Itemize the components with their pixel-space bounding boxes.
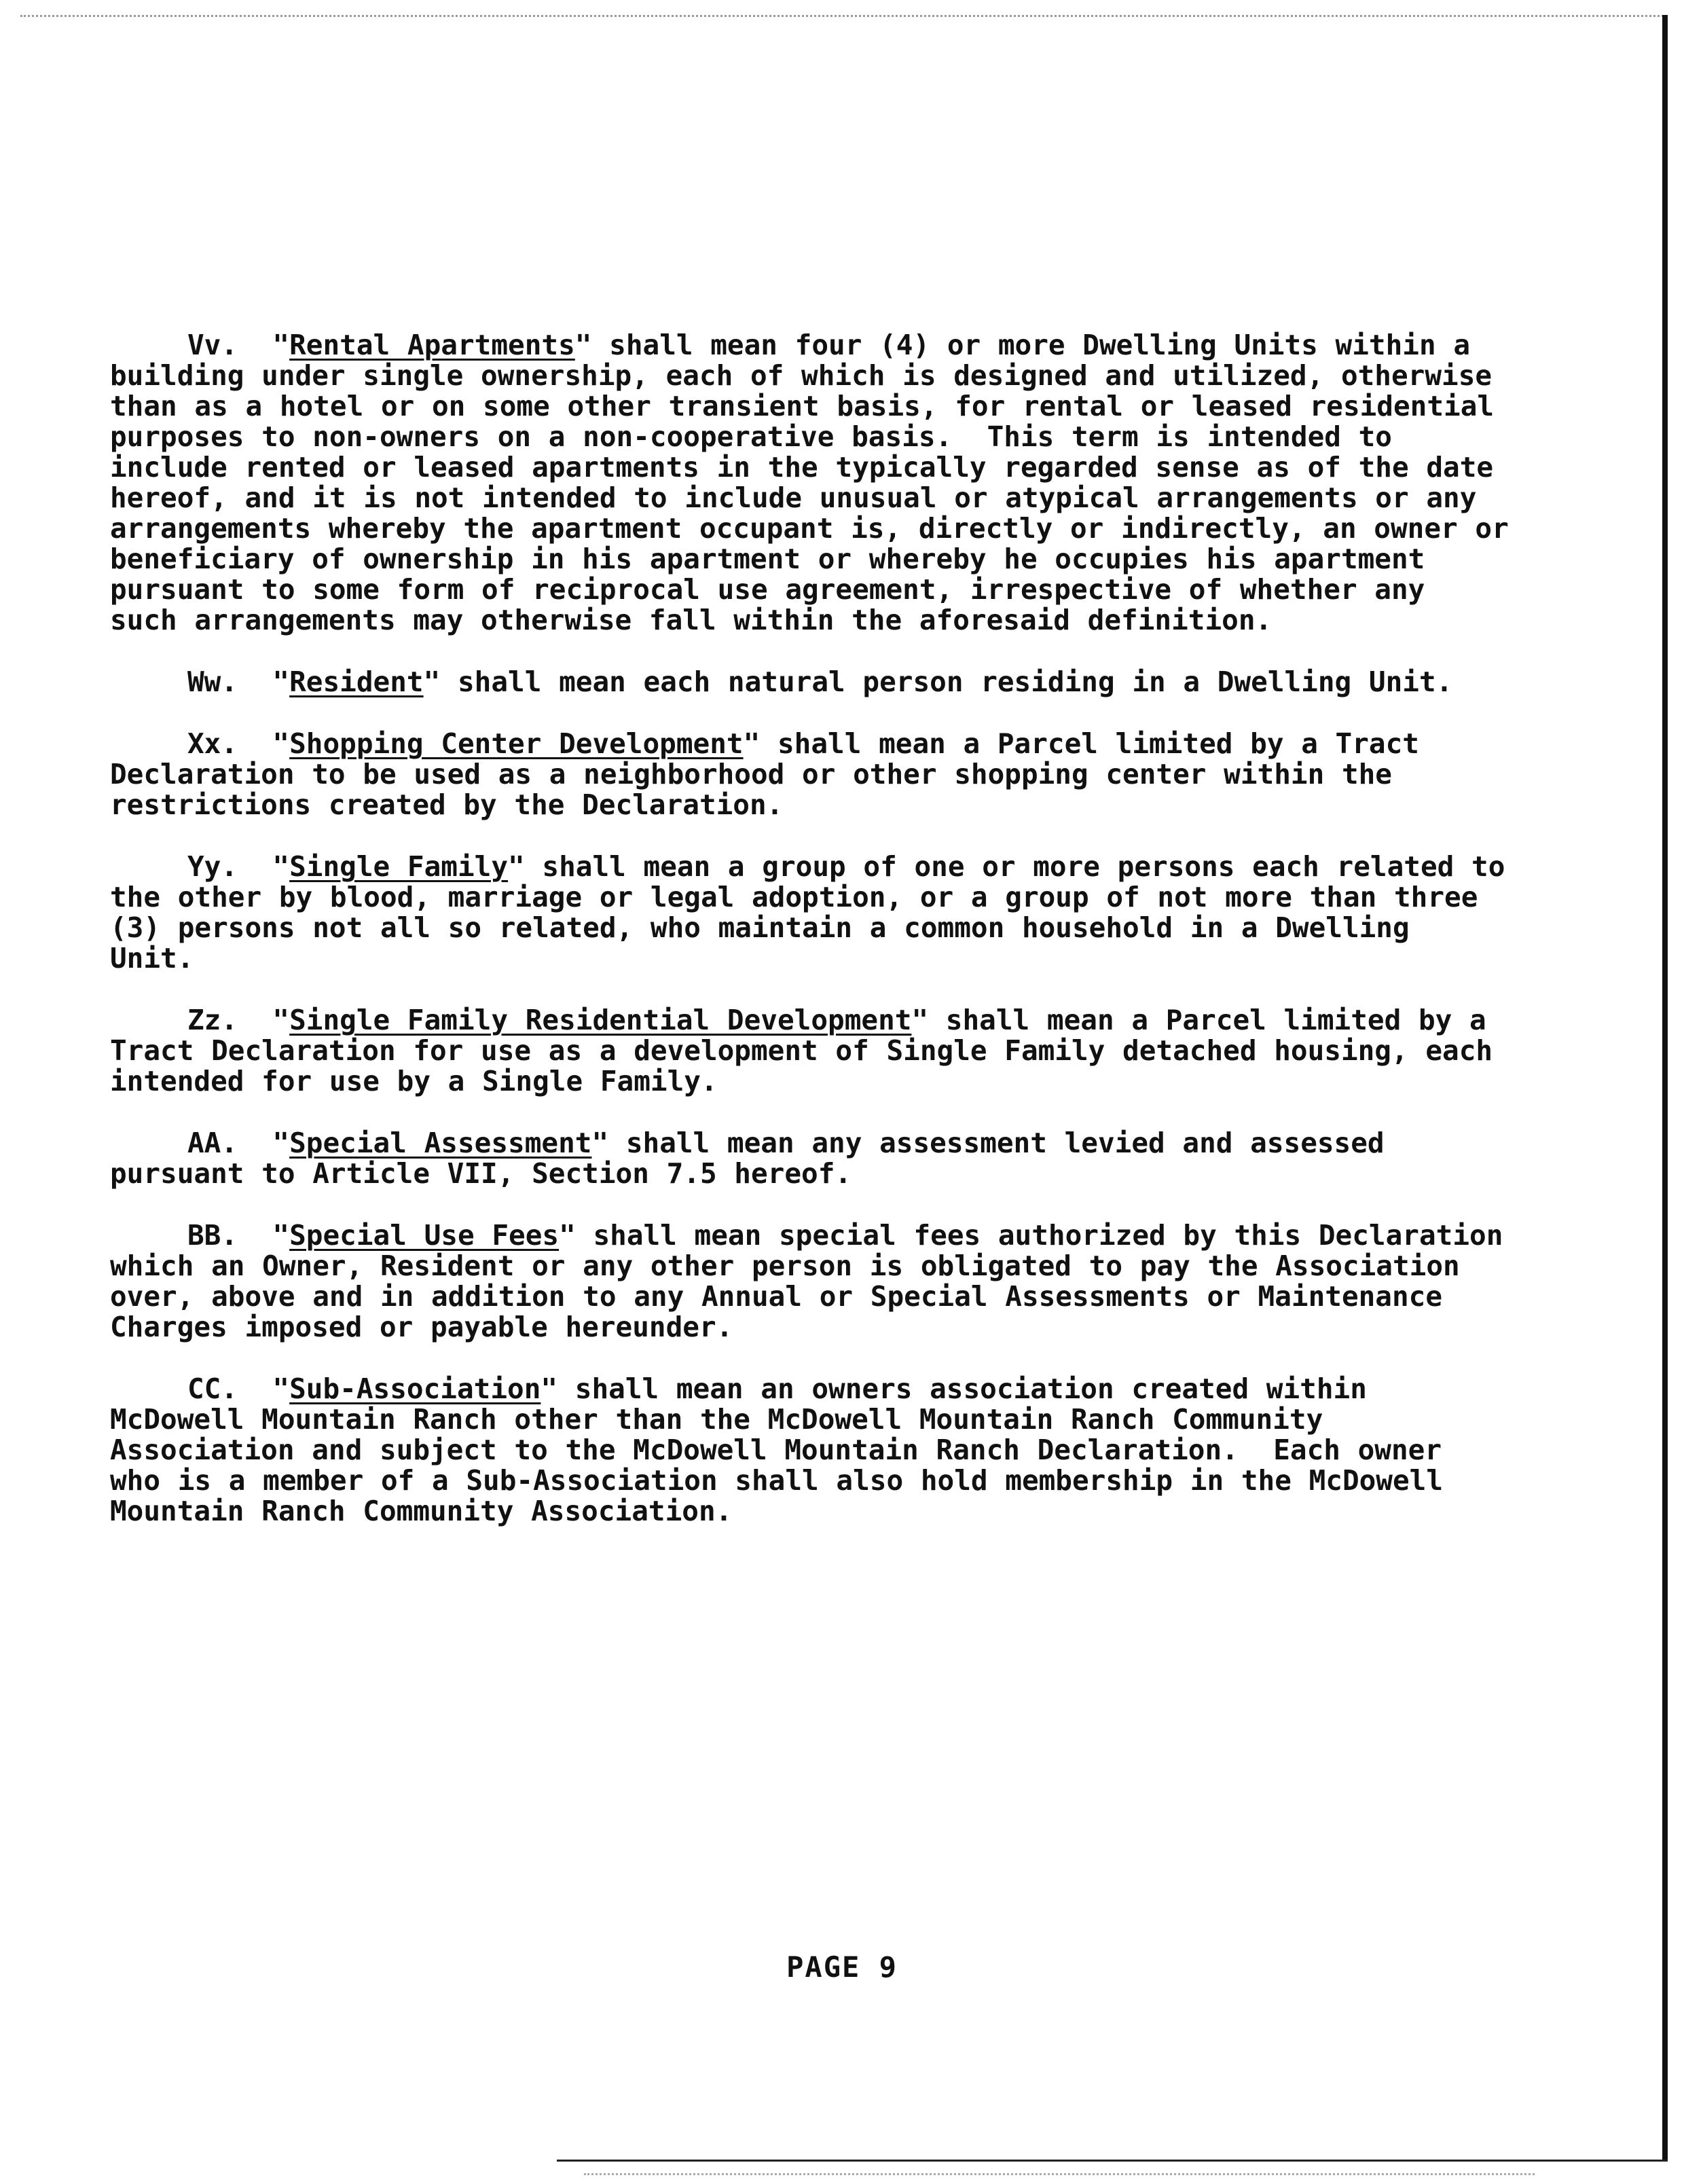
- definition-label: BB.: [187, 1219, 238, 1252]
- definition-resident: Ww. "Resident" shall mean each natural person residing in a Dwelling Unit.: [187, 666, 1453, 698]
- defined-term: Special Use Fees: [289, 1219, 560, 1252]
- definition-text: shall mean a group of one or more persons each related to the other by blood, marriage or legal adoption, or a group of not more than three (3) persons not all so related, who maintain a common household in a Dwelling Unit.: [110, 850, 1523, 975]
- definition-text: shall mean a Parcel limited by a Tract Declaration to be used as a neighborhood or other shopping center within the restrictions created by the Declaration.: [110, 727, 1437, 821]
- scan-top-edge: [20, 15, 1664, 17]
- definition-text: shall mean special fees authorized by this Declaration which an Owner, Resident or any other person is obligated to pay the Association over, above and in addition to any Annual or Special Assessments or Maintenance Charges imposed or payable hereunder.: [110, 1219, 1521, 1343]
- definition-text: shall mean any assessment levied and assessed pursuant to Article VII, Section 7.5 hereof.: [110, 1127, 1402, 1190]
- definition-label: Xx.: [187, 727, 238, 760]
- definition-sub-association: CC. "Sub-Association" shall mean an owners association created within McDowell Mountain Ranch other than the McDowell Mountain Ranch Community Association and subject to the McDowell Mountain Ranch Declaration. Each owner who is a member of a Sub-Association shall also hold membership in the McDowell Mountain Ranch Community Association.: [110, 1372, 1461, 1527]
- scan-right-edge: [1662, 15, 1668, 2161]
- definition-label: Zz.: [187, 1004, 238, 1036]
- definition-text: shall mean a Parcel limited by a Tract Declaration for use as a development of Single Family detached housing, each intended for use by a Single Family.: [110, 1004, 1510, 1097]
- definition-text: shall mean four (4) or more Dwelling Units within a building under single ownership, each of which is designed and utilized, otherwise than as a hotel or on some other transient basis, for rental or leased residential purposes to non-owners on a non-cooperative basis. This term is intended to include rented or leased apartments in the typically regarded sense as of the date hereof, and it is not intended to include unusual or atypical arrangements or any arrangements whereby the apartment occupant is, directly or indirectly, an owner or beneficiary of ownership in his apartment or whereby he occupies his apartment pursuant to some form of reciprocal use agreement, irrespective of whether any such arrangements may otherwise fall within the aforesaid definition.: [110, 329, 1526, 636]
- definition-rental-apartments: Vv. "Rental Apartments" shall mean four (4) or more Dwelling Units within a building under single ownership, each of which is designed and utilized, otherwise than as a hotel or on some other transient basis, for rental or leased residential purposes to non-owners on a non-cooperative basis. This term is intended to include rented or leased apartments in the typically regarded sense as of the date hereof, and it is not intended to include unusual or atypical arrangements or any arrangements whereby the apartment occupant is, directly or indirectly, an owner or beneficiary of ownership in his apartment or whereby he occupies his apartment pursuant to some form of reciprocal use agreement, irrespective of whether any such arrangements may otherwise fall within the aforesaid definition.: [110, 329, 1526, 636]
- definition-label: CC.: [187, 1372, 238, 1405]
- scan-bottom-edge: [557, 2160, 1668, 2162]
- defined-term: Rental Apartments: [289, 329, 575, 361]
- defined-term: Special Assessment: [289, 1127, 592, 1159]
- definition-shopping-center-development: Xx. "Shopping Center Development" shall mean a Parcel limited by a Tract Declaration to be used as a neighborhood or other shopping center within the restrictions created by the Declaration.: [110, 727, 1437, 821]
- definition-single-family-residential-development: Zz. "Single Family Residential Development" shall mean a Parcel limited by a Tract Declaration for use as a development of Single Family detached housing, each intended for use by a Single Family.: [110, 1004, 1510, 1097]
- defined-term: Shopping Center Development: [289, 727, 744, 760]
- definition-text: shall mean an owners association created within McDowell Mountain Ranch other than the McDowell Mountain Ranch Community Association and subject to the McDowell Mountain Ranch Declaration. Each owner who is a member of a Sub-Association shall also hold membership in the McDowell Mountain Ranch Community Association.: [110, 1372, 1461, 1527]
- definition-single-family: Yy. "Single Family" shall mean a group of one or more persons each related to the other by blood, marriage or legal adoption, or a group of not more than three (3) persons not all so related, who maintain a common household in a Dwelling Unit.: [110, 850, 1523, 975]
- defined-term: Sub-Association: [289, 1372, 541, 1405]
- page-number: PAGE 9: [786, 1950, 898, 1984]
- definition-special-assessment: AA. "Special Assessment" shall mean any assessment levied and assessed pursuant to Article VII, Section 7.5 hereof.: [110, 1127, 1402, 1190]
- definition-special-use-fees: BB. "Special Use Fees" shall mean special fees authorized by this Declaration which an Owner, Resident or any other person is obligated to pay the Association over, above and in addition to any Annual or Special Assessments or Maintenance Charges imposed or payable hereunder.: [110, 1219, 1521, 1343]
- defined-term: Single Family Residential Development: [289, 1004, 912, 1036]
- scan-bottom-noise: [584, 2173, 1535, 2175]
- definition-label: Vv.: [187, 329, 238, 361]
- defined-term: Single Family: [289, 850, 509, 883]
- defined-term: Resident: [289, 666, 424, 698]
- definitions-body: [110, 329, 1526, 1558]
- definition-text: shall mean each natural person residing in a Dwelling Unit.: [440, 666, 1453, 698]
- definition-label: Yy.: [187, 850, 238, 883]
- definition-label: AA.: [187, 1127, 238, 1159]
- definition-label: Ww.: [187, 666, 238, 698]
